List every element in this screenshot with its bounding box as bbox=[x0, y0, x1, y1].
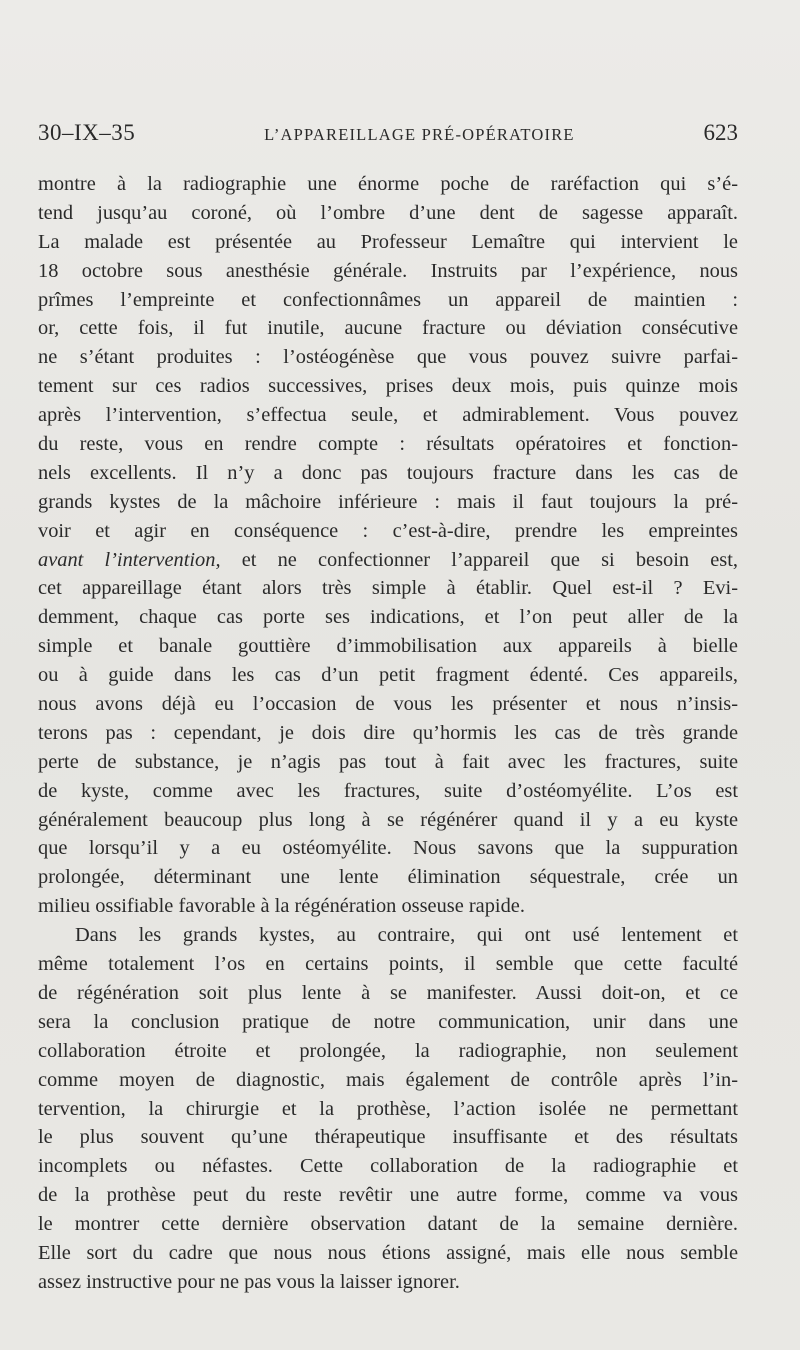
text-line: voir et agir en conséquence : c’est-à-dire, prendre les empreintes bbox=[38, 519, 738, 542]
text-line: généralement beaucoup plus long à se régénérer quand il y a eu kyste bbox=[38, 808, 738, 831]
text-line: assez instructive pour ne pas vous la laisser ignorer. bbox=[38, 1270, 460, 1293]
paragraph-1 bbox=[38, 170, 738, 921]
text-line: simple et banale gouttière d’immobilisation aux appareils à bielle bbox=[38, 635, 738, 658]
text-line: que lorsqu’il y a eu ostéomyélite. Nous savons que la suppuration bbox=[38, 837, 738, 860]
text-line: du reste, vous en rendre compte : résultats opératoires et fonction- bbox=[38, 433, 738, 456]
text-line: de régénération soit plus lente à se manifester. Aussi doit-on, et ce bbox=[38, 981, 738, 1004]
text-line: comme moyen de diagnostic, mais également de contrôle après l’in- bbox=[38, 1068, 738, 1091]
body-text bbox=[38, 170, 738, 1297]
text-line: 18 octobre sous anesthésie générale. Instruits par l’expérience, nous bbox=[38, 259, 738, 282]
text-line: grands kystes de la mâchoire inférieure : mais il faut toujours la pré- bbox=[38, 490, 738, 513]
text-line: milieu ossifiable favorable à la régénération osseuse rapide. bbox=[38, 895, 525, 918]
italic-phrase: avant l’intervention, bbox=[38, 548, 221, 571]
text-line: La malade est présentée au Professeur Lemaître qui intervient le bbox=[38, 230, 738, 253]
text-line: nous avons déjà eu l’occasion de vous les présenter et nous n’insis- bbox=[38, 693, 738, 716]
text-line-rest: et ne confectionner l’appareil que si besoin est, bbox=[220, 548, 738, 571]
text-line: terons pas : cependant, je dois dire qu’hormis les cas de très grande bbox=[38, 721, 738, 744]
text-line: prolongée, déterminant une lente élimination séquestrale, crée un bbox=[38, 866, 738, 889]
text-line: même totalement l’os en certains points, il semble que cette faculté bbox=[38, 953, 738, 976]
text-line: cet appareillage étant alors très simple à établir. Quel est-il ? Evi- bbox=[38, 577, 738, 600]
text-line: perte de substance, je n’agis pas tout à fait avec les fractures, suite bbox=[38, 750, 738, 773]
text-line: tervention, la chirurgie et la prothèse, l’action isolée ne permettant bbox=[38, 1097, 738, 1120]
text-line: ou à guide dans les cas d’un petit fragment édenté. Ces appareils, bbox=[38, 664, 738, 687]
text-line: le montrer cette dernière observation datant de la semaine dernière. bbox=[38, 1213, 738, 1236]
running-title: L’APPAREILLAGE PRÉ-OPÉRATOIRE bbox=[264, 125, 575, 144]
text-line: de kyste, comme avec les fractures, suite d’ostéomyélite. L’os est bbox=[38, 779, 738, 802]
text-line: de la prothèse peut du reste revêtir une autre forme, comme va vous bbox=[38, 1184, 738, 1207]
text-line: Dans les grands kystes, au contraire, qui ont usé lentement et bbox=[75, 924, 738, 947]
paragraph-2 bbox=[38, 921, 738, 1297]
text-line: incomplets ou néfastes. Cette collaboration de la radiographie et bbox=[38, 1155, 738, 1178]
text-line: demment, chaque cas porte ses indications, et l’on peut aller de la bbox=[38, 606, 738, 629]
text-line-mixed bbox=[38, 546, 738, 575]
text-line: montre à la radiographie une énorme poche de raréfaction qui s’é- bbox=[38, 173, 738, 195]
text-line: prîmes l’empreinte et confectionnâmes un appareil de maintien : bbox=[38, 288, 738, 311]
text-line: Elle sort du cadre que nous nous étions assigné, mais elle nous semble bbox=[38, 1241, 738, 1264]
text-line: tement sur ces radios successives, prises deux mois, puis quinze mois bbox=[38, 375, 738, 398]
text-line: après l’intervention, s’effectua seule, et admirablement. Vous pouvez bbox=[38, 404, 738, 427]
text-line: tend jusqu’au coroné, où l’ombre d’une dent de sagesse apparaît. bbox=[38, 201, 738, 224]
text-line: le plus souvent qu’une thérapeutique insuffisante et des résultats bbox=[38, 1126, 738, 1149]
page-number: 623 bbox=[703, 120, 738, 145]
text-line: collaboration étroite et prolongée, la radiographie, non seulement bbox=[38, 1039, 738, 1062]
text-line: sera la conclusion pratique de notre communication, unir dans une bbox=[38, 1010, 738, 1033]
text-line: or, cette fois, il fut inutile, aucune fracture ou déviation consécutive bbox=[38, 317, 738, 340]
text-line: nels excellents. Il n’y a donc pas toujours fracture dans les cas de bbox=[38, 461, 738, 484]
running-head bbox=[38, 120, 738, 152]
header-date: 30–IX–35 bbox=[38, 120, 136, 145]
text-line: ne s’étant produites : l’ostéogénèse que vous pouvez suivre parfai- bbox=[38, 346, 738, 369]
